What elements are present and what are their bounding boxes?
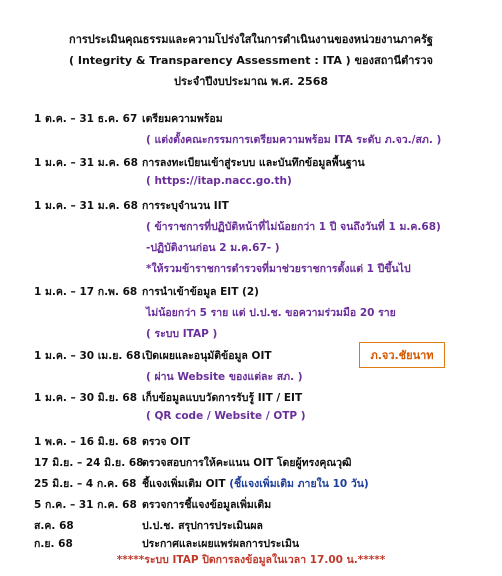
schedule-title-extra: (ชี้แจงเพิ่มเติม ภายใน 10 วัน): [229, 478, 369, 490]
schedule-note: ( แต่งตั้งคณะกรรมการเตรียมความพร้อม ITA ระดับ ภ.จว./สภ. ): [146, 134, 442, 146]
schedule-title: ป.ป.ช. สรุปการประเมินผล: [142, 520, 263, 532]
header-line-2: ( Integrity & Transparency Assessment : ITA ) ของสถานีตำรวจ: [69, 54, 433, 67]
schedule-note: -ปฏิบัติงานก่อน 2 ม.ค.67- ): [146, 242, 280, 254]
schedule-date: 25 มิ.ย. – 4 ก.ค. 68: [34, 478, 137, 490]
schedule-date: ส.ค. 68: [34, 520, 74, 532]
header-line-1: การประเมินคุณธรรมและความโปร่งใสในการดำเนินงานของหน่วยงานภาครัฐ: [69, 33, 433, 46]
schedule-title: ตรวจสอบการให้คะแนน OIT โดยผู้ทรงคุณวุฒิ: [142, 457, 352, 469]
schedule-title: ชี้แจงเพิ่มเติม OIT: [142, 478, 226, 490]
schedule-note: ( ข้าราชการที่ปฏิบัติหน้าที่ไม่น้อยกว่า 1 ปี จนถึงวันที่ 1 ม.ค.68): [146, 221, 441, 233]
schedule-title: เก็บข้อมูลแบบวัดการรับรู้ IIT / EIT: [142, 392, 303, 404]
schedule-date: 5 ก.ค. – 31 ก.ค. 68: [34, 499, 137, 511]
schedule-note: ( https://itap.nacc.go.th): [146, 175, 292, 187]
schedule-title-with-extra: [142, 475, 369, 492]
schedule-note: *ให้รวมข้าราชการตำรวจที่มาช่วยราชการตั้งแต่ 1 ปีขึ้นไป: [146, 263, 411, 275]
schedule-date: 1 ม.ค. – 31 ม.ค. 68: [34, 157, 138, 169]
schedule-date: 1 พ.ค. – 16 มิ.ย. 68: [34, 436, 138, 448]
footer-note: *****ระบบ ITAP ปิดการลงข้อมูลในเวลา 17.00 น.*****: [116, 554, 386, 566]
schedule-note: ( ผ่าน Website ของแต่ละ สภ. ): [146, 371, 303, 383]
schedule-date: 1 ม.ค. – 30 เม.ย. 68: [34, 350, 141, 362]
schedule-note: ( QR code / Website / OTP ): [146, 410, 306, 422]
header-line-3: ประจำปีงบประมาณ พ.ศ. 2568: [173, 75, 329, 88]
schedule-note: ( ระบบ ITAP ): [146, 328, 218, 340]
schedule-title: การลงทะเบียนเข้าสู่ระบบ และบันทึกข้อมูลพื้นฐาน: [142, 157, 365, 169]
schedule-title: ประกาศและเผยแพร่ผลการประเมิน: [142, 538, 300, 550]
schedule-title: ตรวจการชี้แจงข้อมูลเพิ่มเติม: [142, 499, 272, 511]
schedule-title: การระบุจำนวน IIT: [142, 200, 229, 212]
schedule-title: การนำเข้าข้อมูล EIT (2): [142, 286, 259, 298]
schedule-date: ก.ย. 68: [34, 538, 73, 550]
schedule-title: เตรียมความพร้อม: [142, 113, 223, 125]
schedule-date: 1 ม.ค. – 31 ม.ค. 68: [34, 200, 138, 212]
schedule-date: 1 ม.ค. – 17 ก.พ. 68: [34, 286, 138, 298]
schedule-date: 1 ม.ค. – 30 มิ.ย. 68: [34, 392, 138, 404]
schedule-date: 17 มิ.ย. – 24 มิ.ย. 68: [34, 457, 144, 469]
schedule-title: ตรวจ OIT: [142, 436, 191, 448]
schedule-title: เปิดเผยและอนุมัติข้อมูล OIT: [142, 350, 272, 362]
schedule-date: 1 ต.ค. – 31 ธ.ค. 67: [34, 113, 138, 125]
province-badge: ภ.จว.ชัยนาท: [359, 342, 445, 368]
schedule-note: ไม่น้อยกว่า 5 ราย แต่ ป.ป.ช. ขอความร่วมมือ 20 ราย: [146, 307, 396, 319]
